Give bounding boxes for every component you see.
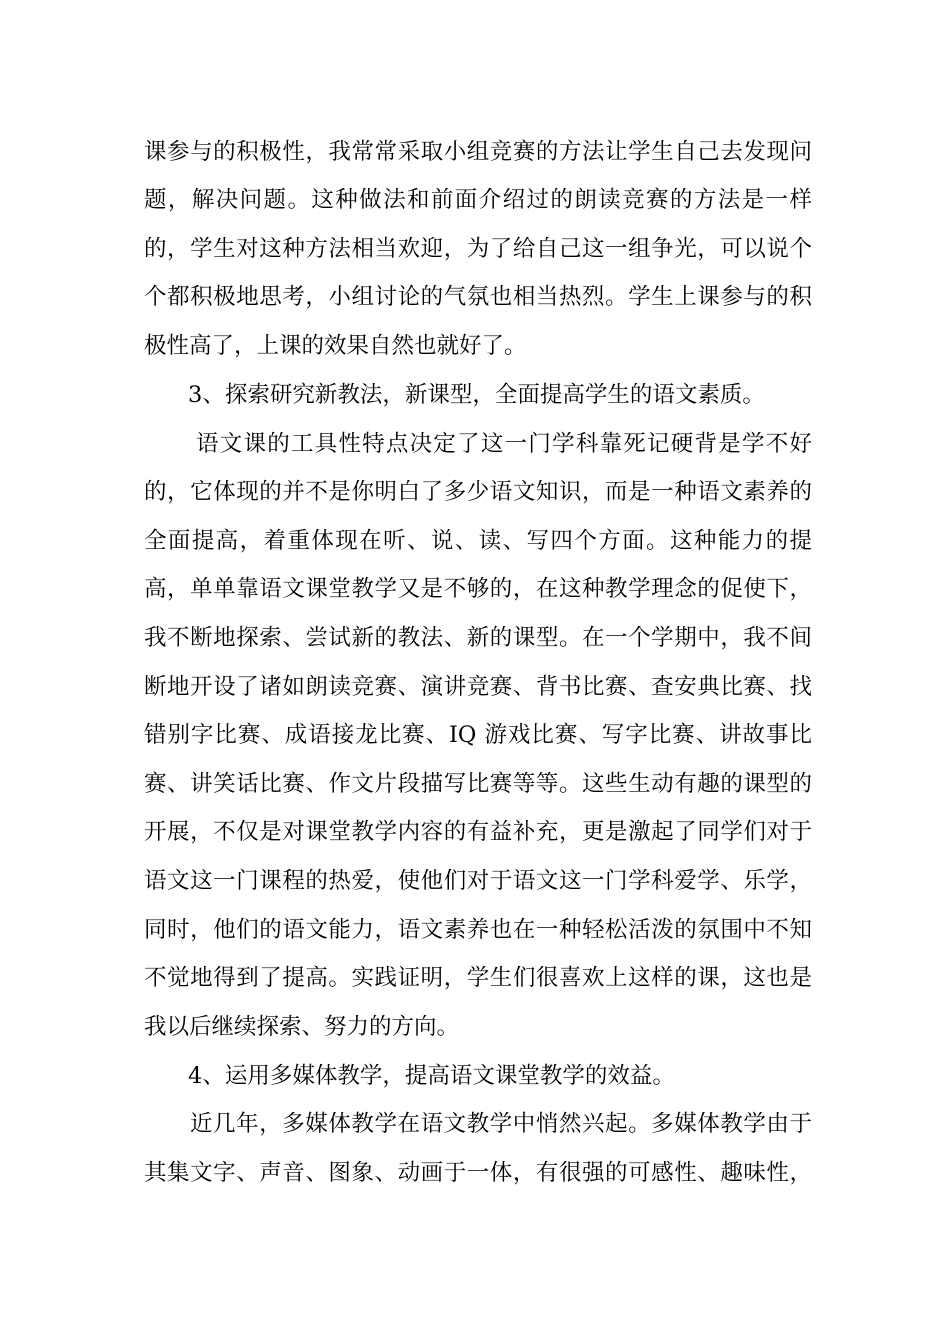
paragraph-1-line-3: 的，学生对这种方法相当欢迎，为了给自己这一组争光，可以说个 <box>144 236 812 262</box>
paragraph-2-line-3: 全面提高，着重体现在听、说、读、写四个方面。这种能力的提 <box>144 528 812 554</box>
paragraph-1-line-5: 极性高了，上课的效果自然也就好了。 <box>144 333 527 359</box>
section-heading-4: 4、运用多媒体教学，提高语文课堂教学的效益。 <box>188 1063 675 1089</box>
section-heading-3: 3、探索研究新教法，新课型，全面提高学生的语文素质。 <box>188 382 765 408</box>
paragraph-2-line-12: 不觉地得到了提高。实践证明，学生们很喜欢上这样的课，这也是 <box>144 965 812 991</box>
paragraph-2-line-13: 我以后继续探索、努力的方向。 <box>144 1014 460 1040</box>
paragraph-1-line-4: 个都积极地思考，小组讨论的气氛也相当热烈。学生上课参与的积 <box>144 284 812 310</box>
paragraph-2-line-7: 错别字比赛、成语接龙比赛、IQ 游戏比赛、写字比赛、讲故事比 <box>144 722 812 748</box>
paragraph-2-line-10: 语文这一门课程的热爱，使他们对于语文这一门学科爱学、乐学， <box>144 868 812 894</box>
paragraph-3-line-2: 其集文字、声音、图象、动画于一体，有很强的可感性、趣味性， <box>144 1160 812 1186</box>
paragraph-2-line-2: 的，它体现的并不是你明白了多少语文知识，而是一种语文素养的 <box>144 479 812 505</box>
paragraph-2-line-9: 开展，不仅是对课堂教学内容的有益补充，更是激起了同学们对于 <box>144 819 812 845</box>
paragraph-2-line-1: 语文课的工具性特点决定了这一门学科靠死记硬背是学不好 <box>196 431 812 457</box>
paragraph-2-line-5: 我不断地探索、尝试新的教法、新的课型。在一个学期中，我不间 <box>144 625 812 651</box>
paragraph-1-line-2: 题，解决问题。这种做法和前面介绍过的朗读竞赛的方法是一样 <box>144 187 812 213</box>
paragraph-2-line-4: 高，单单靠语文课堂教学又是不够的，在这种教学理念的促使下， <box>144 576 812 602</box>
paragraph-2-line-11: 同时，他们的语文能力，语文素养也在一种轻松活泼的氛围中不知 <box>144 917 812 943</box>
paragraph-2-line-6: 断地开设了诸如朗读竞赛、演讲竞赛、背书比赛、查安典比赛、找 <box>144 674 812 700</box>
paragraph-2-line-8: 赛、讲笑话比赛、作文片段描写比赛等等。这些生动有趣的课型的 <box>144 771 812 797</box>
paragraph-1-line-1: 课参与的积极性，我常常采取小组竞赛的方法让学生自己去发现问 <box>144 139 812 165</box>
paragraph-3-line-1: 近几年，多媒体教学在语文教学中悄然兴起。多媒体教学由于 <box>190 1111 812 1137</box>
